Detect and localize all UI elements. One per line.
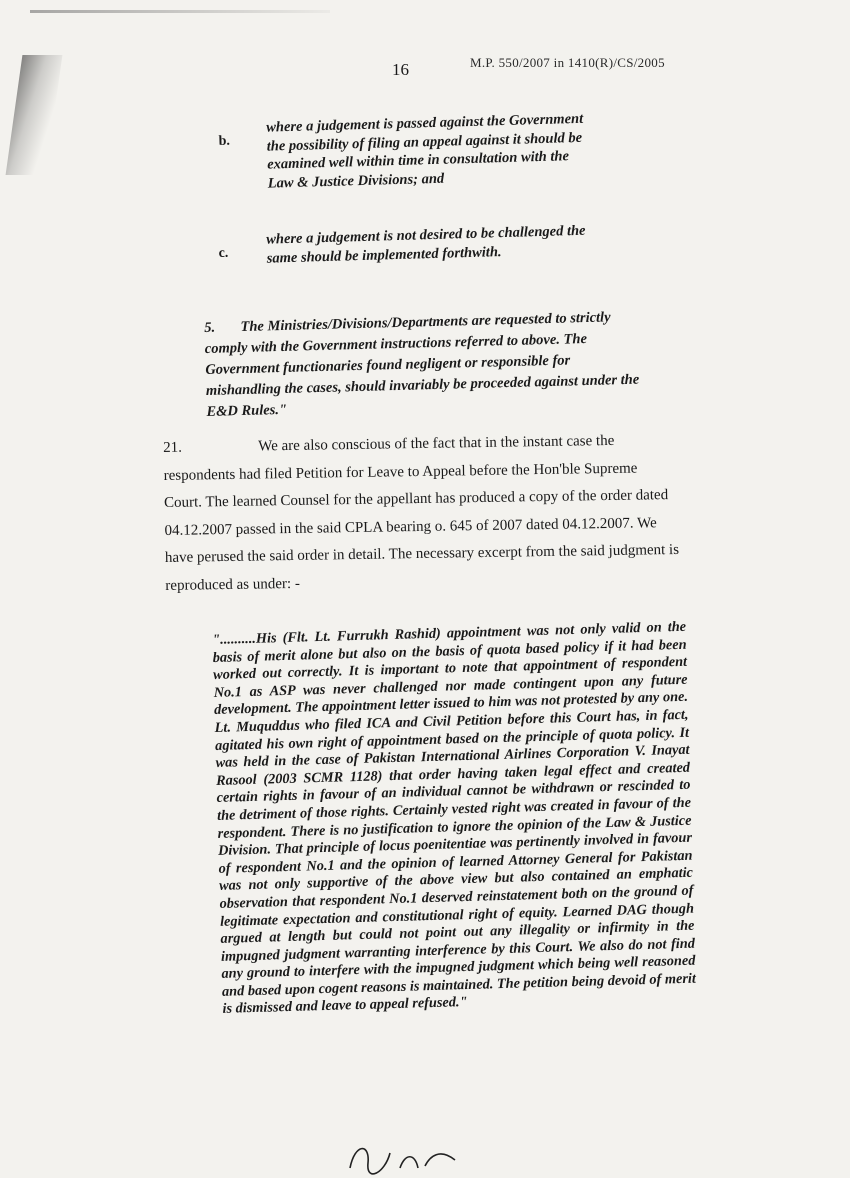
page-number: 16 bbox=[392, 60, 409, 79]
item-text: where a judgement is not desired to be challenged the same should be implemented forthwith. bbox=[266, 222, 586, 267]
paragraph-21 bbox=[163, 427, 681, 600]
paragraph-number: 5. bbox=[204, 319, 216, 336]
quoted-excerpt: "..........His (Flt. Lt. Furrukh Rashid) appointment was not only valid on the basis of merit alone but also on the basis of quota based policy if it had been worked out correctly. It is important to note that appointment of respondent No.1 as ASP was never challenged nor made contingent upon any future development. The appointment letter issued to him was not protested by any one. Lt. Muquddus who filed ICA and Civil Petition before this Court has, in fact, agitated his own right of appointment based on the principle of quota policy. It was held in the case of Pakistan International Airlines Corporation V. Inayat Rasool (2003 SCMR 1128) that order having taken legal effect and created certain rights in favour of an individual cannot be withdrawn or rescinded to the detriment of those rights. Certainly vested right was created in favour of the respondent. There is no justification to ignore the opinion of the Law & Justice Division. That principle of locus poenitentiae was pertinently involved in favour of respondent No.1 and the opinion of learned Attorney General for Pakistan was not only supportive of the above view but also contained an emphatic observation that respondent No.1 deserved reinstatement both on the ground of legitimate expectation and constitutional right of equity. Learned DAG though argued at length but could not point out any illegality or infirmity in the impugned judgment warranting interference by this Court. We also do not find any ground to interfere with the impugned judgment which being well reasoned and based upon cogent reasons is maintained. The petition being devoid of merit is dismissed and leave to appeal refused." bbox=[212, 618, 697, 1018]
item-marker: b. bbox=[218, 133, 231, 149]
item-marker: c. bbox=[218, 245, 229, 261]
signature-mark bbox=[330, 1138, 470, 1178]
paragraph-text: The Ministries/Divisions/Departments are requested to strictly comply with the Government instructions referred to above. The Government functionaries found negligent or responsible for mishandling the cases, should invariably be proceeded against under the E&D Rules." bbox=[204, 309, 640, 420]
paragraph-text: We are also conscious of the fact that in the instant case the respondents had filed Petition for Leave to Appeal before the Hon'ble Supreme Court. The learned Counsel for the appellant has produced a copy of the order dated 04.12.2007 passed in the said CPLA bearing o. 645 of 2007 dated 04.12.2007. We have perused the said order in detail. The necessary excerpt from the said judgment is reproduced as under: - bbox=[163, 432, 680, 594]
list-item-b bbox=[218, 109, 598, 192]
paragraph-5 bbox=[204, 306, 647, 422]
scan-edge-shadow bbox=[6, 55, 63, 175]
item-text: where a judgement is passed against the Government the possibility of filing an appeal against it should be examined well within time in consultation with the Law & Justice Divisions; and bbox=[266, 110, 584, 192]
scan-smudge bbox=[30, 10, 330, 13]
list-item-c bbox=[218, 221, 598, 267]
case-reference: M.P. 550/2007 in 1410(R)/CS/2005 bbox=[470, 55, 665, 70]
paragraph-number: 21. bbox=[163, 439, 183, 456]
